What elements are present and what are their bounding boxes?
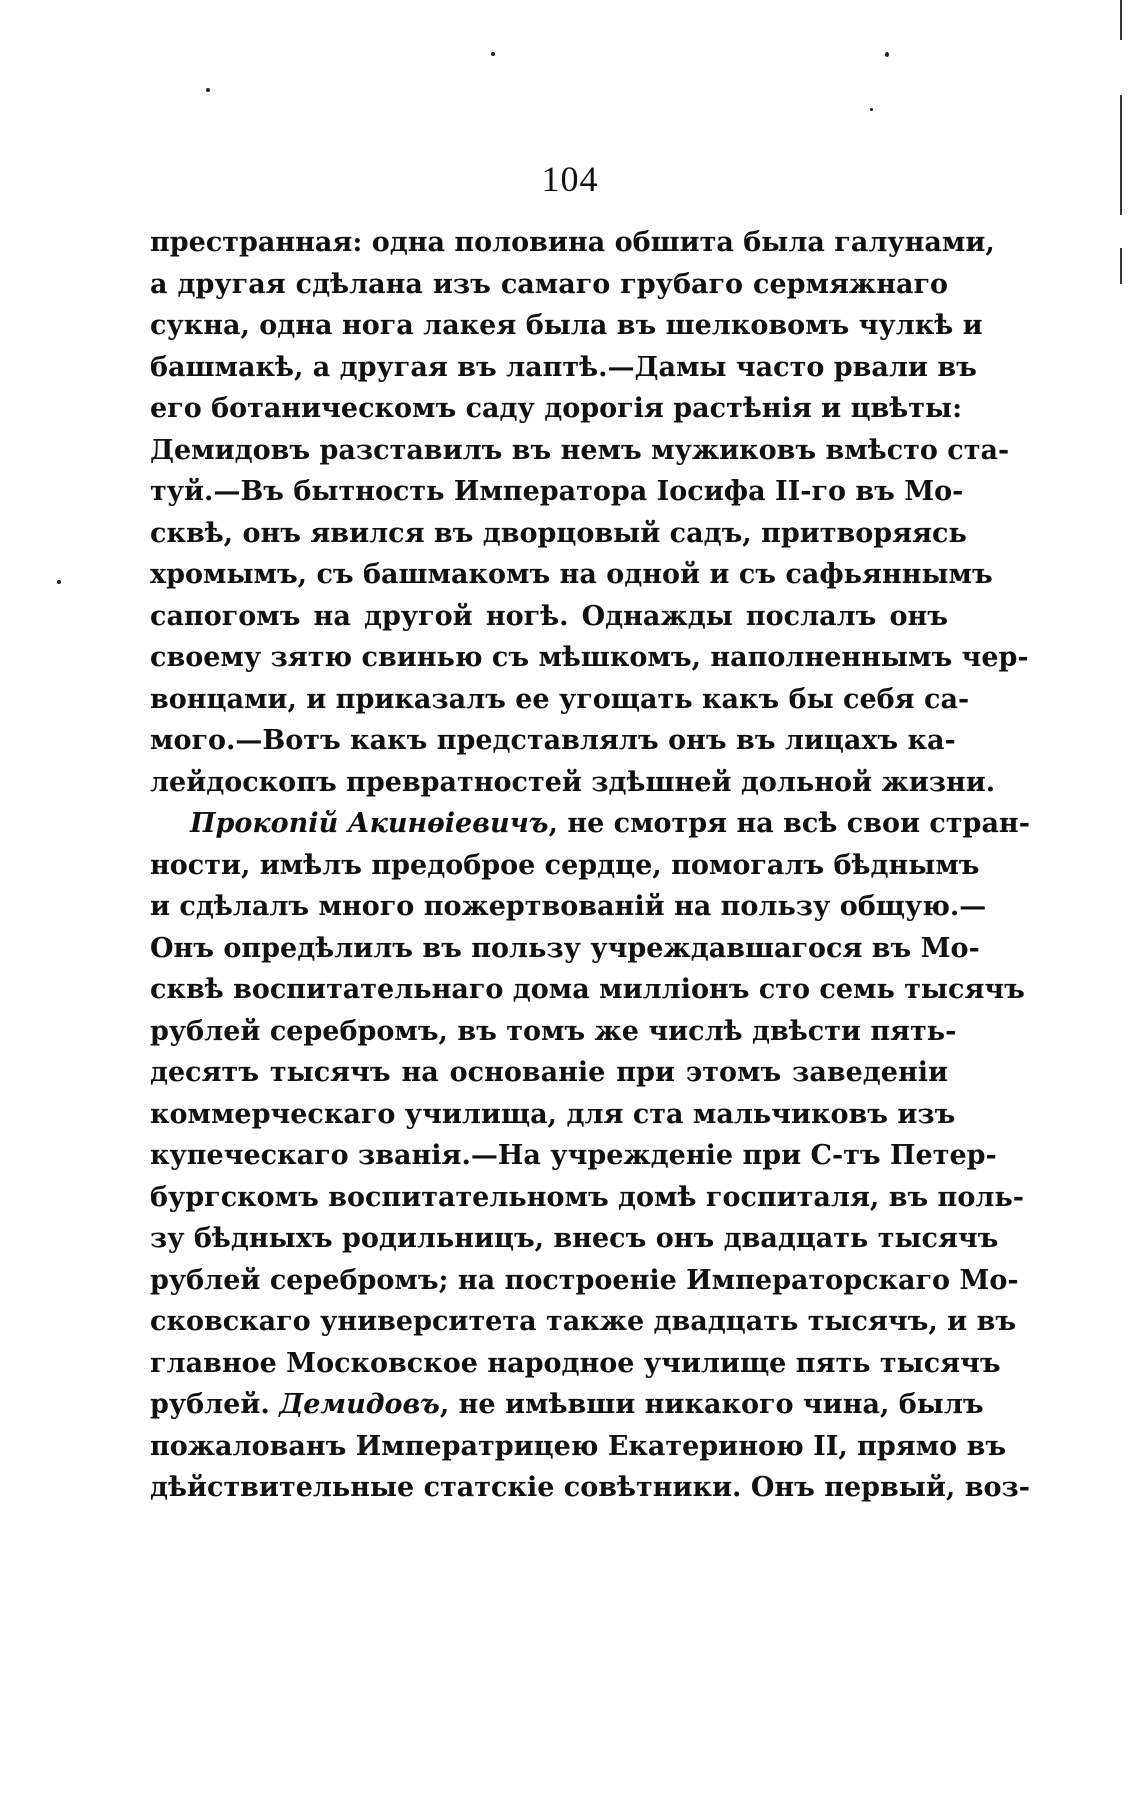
scan-speck — [57, 580, 61, 584]
text-line: лейдоскопъ превратностей здѣшней дольной жизни. — [150, 766, 996, 798]
text-line: башмакѣ, а другая въ лаптѣ.—Дамы часто рвали въ — [150, 351, 977, 383]
italic-name: Прокопій Акинѳіевичъ — [190, 808, 549, 839]
text-line: рублей серебромъ, въ томъ же числѣ двѣсти пять- — [150, 1015, 957, 1047]
text-line: купеческаго званія.—На учрежденіе при С-тъ Петер- — [150, 1140, 997, 1171]
scan-edge-line — [1120, 0, 1122, 40]
text-line: сковскаго университета также двадцать тысячъ, и въ — [150, 1306, 1017, 1337]
text-line: мого.—Вотъ какъ представлялъ онъ въ лицахъ ка- — [150, 725, 956, 756]
text-line: десятъ тысячъ на основаніе при этомъ заведеніи — [150, 1057, 948, 1088]
text-line: зу бѣдныхъ родильницъ, внесъ онъ двадцать тысячъ — [150, 1223, 999, 1254]
text-line: сквѣ, онъ явился въ дворцовый садъ, притворяясь — [150, 517, 967, 549]
text-line — [150, 1384, 984, 1426]
text-run: , не смотря на всѣ свои стран- — [548, 808, 1030, 839]
text-run: рублей. — [150, 1389, 280, 1420]
text-line: хромымъ, съ башмакомъ на одной и съ сафьяннымъ — [150, 559, 993, 590]
text-line: бургскомъ воспитательномъ домѣ госпиталя, въ поль- — [150, 1181, 1024, 1213]
text-line: Онъ опредѣлилъ въ пользу учреждавшагося въ Мо- — [150, 932, 980, 964]
text-line — [150, 803, 1030, 845]
text-line: рублей серебромъ; на построеніе Императорскаго Мо- — [150, 1264, 1019, 1296]
text-line: Демидовъ разставилъ въ немъ мужиковъ вмѣсто ста- — [150, 434, 1010, 466]
text-line: туй.—Въ бытность Императора Іосифа II-го въ Мо- — [150, 476, 964, 507]
text-line: сукна, одна нога лакея была въ шелковомъ чулкѣ и — [150, 310, 983, 341]
text-line: престранная: одна половина обшита была галунами, — [150, 227, 995, 258]
scan-speck — [870, 108, 873, 111]
italic-name: Демидовъ — [279, 1389, 440, 1420]
text-line: главное Московское народное училище пять тысячъ — [150, 1347, 1001, 1379]
text-line: его ботаническомъ саду дорогія растѣнія и цвѣты: — [150, 393, 963, 424]
text-line: пожалованъ Императрицею Екатериною II, прямо въ — [150, 1430, 1007, 1462]
paragraph-2 — [150, 803, 1030, 1509]
text-line: сквѣ воспитательнаго дома милліонъ сто семь тысячъ — [150, 974, 1025, 1005]
scan-edge-line — [1120, 248, 1122, 284]
page-number: 104 — [541, 159, 599, 199]
scan-speck — [206, 88, 210, 92]
text-line: и сдѣлалъ много пожертвованій на пользу общую.— — [150, 891, 987, 922]
text-line: коммерческаго училища, для ста мальчиковъ изъ — [150, 1098, 956, 1130]
paragraph-1 — [150, 222, 1029, 803]
text-line: дѣйствительные статскіе совѣтники. Онъ первый, воз- — [150, 1472, 1030, 1503]
body-text — [150, 222, 1030, 1509]
text-line: своему зятю свинью съ мѣшкомъ, наполненнымъ чер- — [150, 642, 1029, 673]
text-run: , не имѣвши никакого чина, былъ — [439, 1389, 984, 1420]
text-line: сапогомъ на другой ногѣ. Однажды послалъ онъ — [150, 600, 948, 632]
text-line: ности, имѣлъ предоброе сердце, помогалъ бѣднымъ — [150, 849, 980, 881]
text-line: вонцами, и приказалъ ее угощать какъ бы себя са- — [150, 683, 970, 715]
scan-speck — [491, 52, 495, 56]
scan-speck — [885, 52, 889, 57]
text-line: а другая сдѣлана изъ самаго грубаго сермяжнаго — [150, 268, 948, 300]
